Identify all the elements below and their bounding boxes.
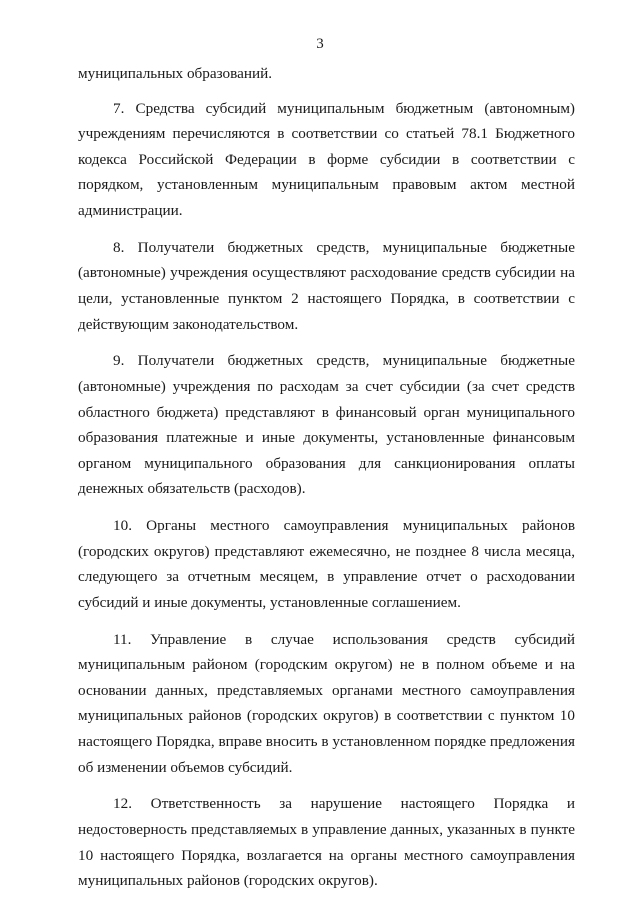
paragraph-item-7: 7. Средства субсидий муниципальным бюджетным (автономным) учреждениям перечисляются в соответствии со статьей 78.1 Бюджетного кодекса Российской Федерации в форме субсидии в соответствии с порядком, установленным муниципальным правовым актом местной администрации. — [78, 99, 575, 219]
paragraph-item-12: 12. Ответственность за нарушение настоящего Порядка и недостоверность представляемых в управление данных, указанных в пункте 10 настоящего Порядка, возлагается на органы местного самоуправления муниципальных районов (городских округов). — [78, 795, 575, 890]
document-body — [78, 61, 575, 905]
paragraph-item-8: 8. Получатели бюджетных средств, муниципальные бюджетные (автономные) учреждения осуществляют расходование средств субсидии на цели, установленные пунктом 2 настоящего Порядка, в соответствии с действующим законодательством. — [78, 238, 575, 333]
paragraph-item-9: 9. Получатели бюджетных средств, муниципальные бюджетные (автономные) учреждения по расходам за счет субсидии (за счет средств областного бюджета) представляют в финансовый орган муниципального образования платежные и иные документы, установленные финансовым органом муниципального образования для санкционирования оплаты денежных обязательств (расходов). — [78, 352, 575, 498]
paragraph-continuation: муниципальных образований. — [78, 65, 272, 82]
paragraph-item-11: 11. Управление в случае использования средств субсидий муниципальным районом (городским округом) не в полном объеме и на основании данных, представляемых органами местного самоуправления муниципальных районов (городских округов) в соответствии с пунктом 10 настоящего Порядка, вправе вносить в установленном порядке предложения об изменении объемов субсидий. — [78, 630, 575, 776]
paragraph-item-10: 10. Органы местного самоуправления муниципальных районов (городских округов) представляют ежемесячно, не позднее 8 числа месяца, следующего за отчетным месяцем, в управление отчет о расходовании субсидий и иные документы, установленные соглашением. — [78, 517, 575, 611]
page-number: 3 — [316, 36, 324, 52]
